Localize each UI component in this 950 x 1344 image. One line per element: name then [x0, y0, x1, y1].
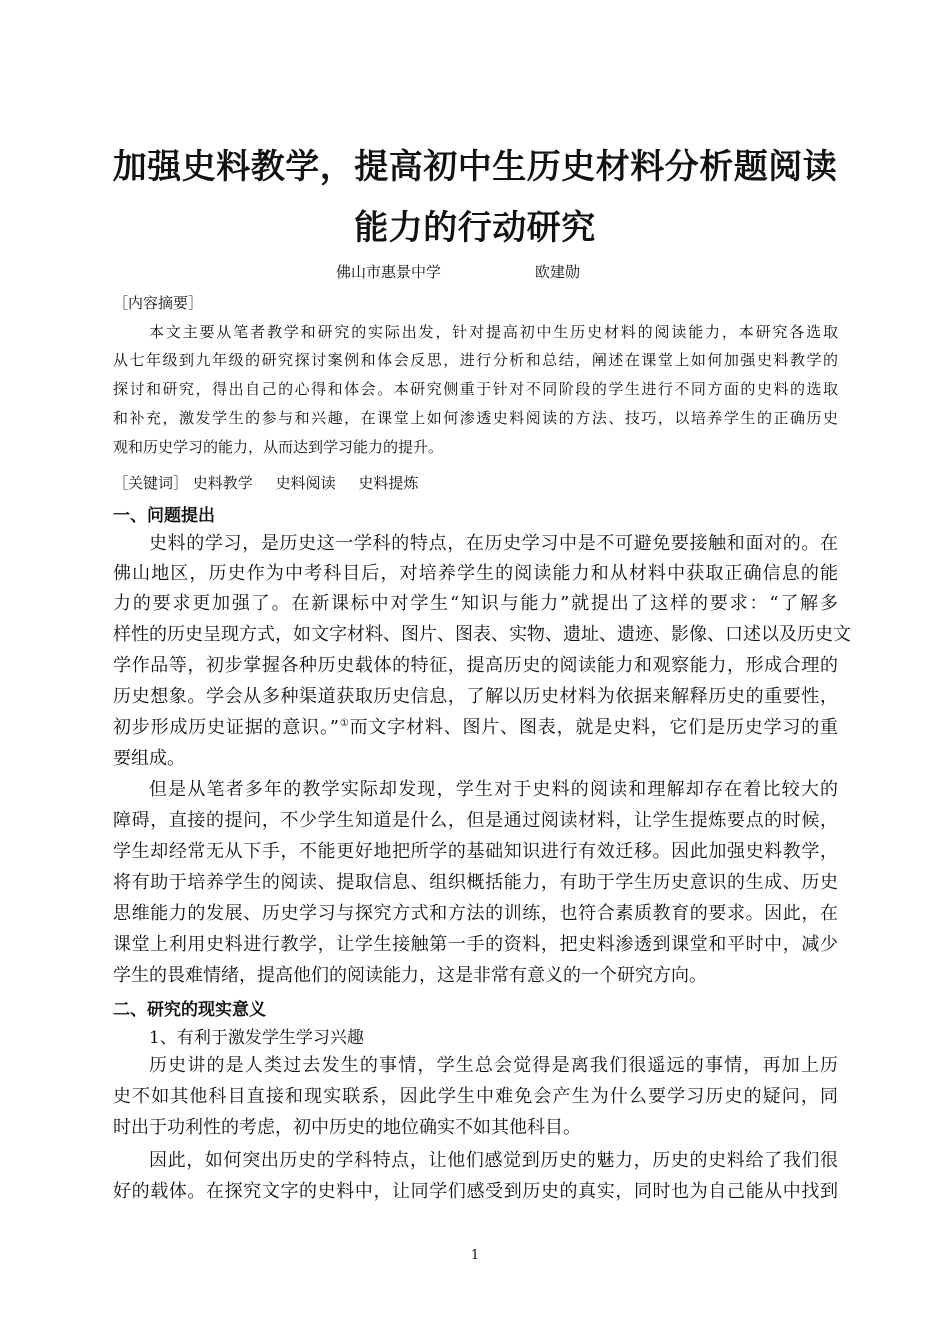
body-line: 学生却经常无从下手，不能更好地把所学的基础知识进行有效迁移。因此加强史料教学， — [113, 841, 838, 862]
keywords-row — [113, 472, 418, 493]
subsection-heading: 1、有利于激发学生学习兴趣 — [149, 1028, 364, 1048]
abstract-label: ［内容摘要］ — [113, 294, 204, 312]
body-line: 史不如其他科目直接和现实联系，因此学生中难免会产生为什么要学习历史的疑问，同 — [113, 1086, 838, 1107]
body-line: 但是从笔者多年的教学实际却发现，学生对于史料的阅读和理解却存在着比较大的 — [149, 779, 838, 800]
abstract-line: 本文主要从笔者教学和研究的实际出发，针对提高初中生历史材料的阅读能力，本研究各选取 — [149, 323, 838, 341]
author-name: 欧建勋 — [535, 263, 581, 281]
body-line: 学作品等，初步掌握各种历史载体的特征，提高历史的阅读能力和观察能力，形成合理的 — [113, 655, 838, 676]
section-heading: 一、问题提出 — [113, 506, 215, 526]
footnote-marker[interactable]: ① — [339, 718, 350, 729]
abstract-line: 从七年级到九年级的研究探讨案例和体会反思，进行分析和总结，阐述在课堂上如何加强史料教学的 — [113, 351, 838, 369]
body-line: 样性的历史呈现方式，如文字材料、图片、图表、实物、遗址、遗迹、影像、口述以及历史文 — [113, 624, 851, 645]
title-line-1: 加强史料教学，提高初中生历史材料分析题阅读 — [112, 147, 838, 187]
body-line: 将有助于培养学生的阅读、提取信息、组织概括能力，有助于学生历史意识的生成、历史 — [113, 872, 838, 893]
body-line: 障碍，直接的提问，不少学生知道是什么，但是通过阅读材料，让学生提炼要点的时候， — [113, 810, 838, 831]
abstract-line: 和补充，激发学生的参与和兴趣，在课堂上如何渗透史料阅读的方法、技巧，以培养学生的正确历史 — [113, 409, 838, 427]
school-name: 佛山市惠景中学 — [336, 263, 442, 281]
quote-continue: 而文字材料、图片、图表，就是史料，它们是历史学习的重 — [349, 717, 839, 738]
body-line: 思维能力的发展、历史学习与探究方式和方法的训练，也符合素质教育的要求。因此，在 — [113, 903, 838, 924]
quote-end: 初步形成历史证据的意识。” — [113, 717, 339, 738]
body-line: 史料的学习，是历史这一学科的特点，在历史学习中是不可避免要接触和面对的。在 — [149, 533, 838, 554]
body-line: 好的载体。在探究文字的史料中，让同学们感受到历史的真实，同时也为自己能从中找到 — [113, 1181, 838, 1202]
abstract-line: 探讨和研究，得出自己的心得和体会。本研究侧重于针对不同阶段的学生进行不同方面的史料的选取 — [113, 380, 838, 398]
keyword: 史料阅读 — [275, 474, 336, 492]
body-line: 课堂上利用史料进行教学，让学生接触第一手的资料，把史料渗透到课堂和平时中，减少 — [113, 934, 838, 955]
body-line-with-footnote — [113, 713, 838, 739]
body-line: 学生的畏难情绪，提高他们的阅读能力，这是非常有意义的一个研究方向。 — [113, 965, 707, 986]
body-line: 因此，如何突出历史的学科特点，让他们感觉到历史的魅力，历史的史料给了我们很 — [149, 1150, 838, 1171]
section-heading: 二、研究的现实意义 — [113, 1000, 266, 1020]
body-line: 要组成。 — [113, 748, 185, 769]
keyword: 史料提炼 — [358, 474, 419, 492]
keyword: 史料教学 — [192, 474, 253, 492]
title-line-2: 能力的行动研究 — [354, 208, 596, 248]
abstract-line: 观和历史学习的能力，从而达到学习能力的提升。 — [113, 438, 444, 456]
body-line: 时出于功利性的考虑，初中历史的地位确实不如其他科目。 — [113, 1117, 581, 1138]
body-line: 历史讲的是人类过去发生的事情，学生总会觉得是离我们很遥远的事情，再加上历 — [149, 1055, 838, 1076]
body-line: 历史想象。学会从多种渠道获取历史信息，了解以历史材料为依据来解释历史的重要性， — [113, 686, 838, 707]
body-line: 佛山地区，历史作为中考科目后，对培养学生的阅读能力和从材料中获取正确信息的能 — [113, 563, 838, 584]
keywords-label: ［关键词］ — [113, 474, 189, 492]
body-line: 力的要求更加强了。在新课标中对学生“知识与能力”就提出了这样的要求：“了解多 — [113, 593, 838, 614]
page-number: 1 — [470, 1248, 480, 1263]
